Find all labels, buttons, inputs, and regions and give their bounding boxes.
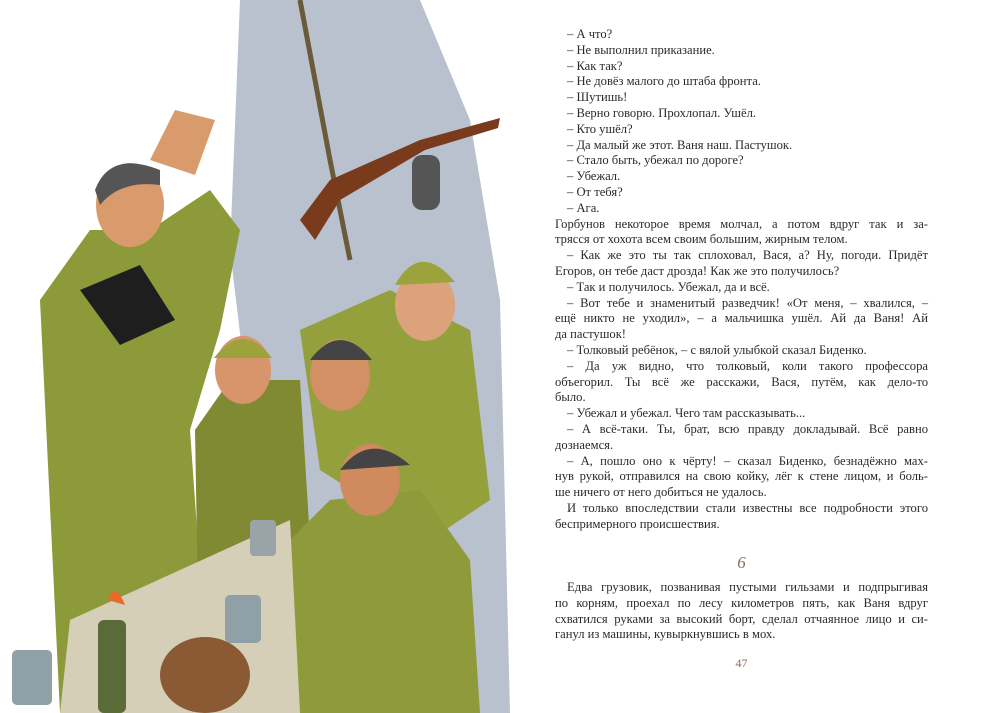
text-line: Горбунов некоторое время молчал, а потом вдруг так и за- (555, 216, 928, 231)
text-line: – Убежал. (567, 169, 621, 184)
text-line: – Ага. (567, 200, 600, 215)
chapter-body-text (555, 580, 928, 643)
text-line: – Да малый же этот. Ваня наш. Пастушок. (567, 137, 793, 152)
text-line: объегорил. Ты всё же расскажи, Вася, путём, как дело-то (555, 374, 928, 389)
page-number: 47 (735, 656, 748, 670)
text-line: было. (555, 390, 586, 405)
text-line: – Верно говорю. Прохлопал. Ушёл. (567, 105, 757, 120)
text-line: схватился руками за высокий борт, сделал отчаянное лицо и си- (555, 611, 928, 626)
text-line: дознаемся. (555, 437, 614, 452)
text-line: – Так и получилось. Убежал, да и всё. (567, 279, 770, 294)
text-line: – Не выполнил приказание. (567, 42, 715, 57)
text-line: – Стало быть, убежал по дороге? (567, 153, 744, 168)
text-line: – А всё-таки. Ты, брат, всю правду докладывай. Всё равно (567, 421, 928, 436)
text-line: Едва грузовик, позванивая пустыми гильзами и подпрыгивая (567, 580, 928, 594)
text-line: – Как так? (567, 58, 623, 73)
text-line: – Толковый ребёнок, – с вялой улыбкой сказал Биденко. (567, 342, 867, 357)
text-line: – А что? (567, 27, 613, 41)
text-line: – Не довёз малого до штаба фронта. (567, 74, 761, 89)
page-body-text (555, 27, 928, 533)
text-line: – Как же это ты так сплоховал, Вася, а? Ну, погоди. Придёт (567, 248, 928, 263)
text-line: – Вот тебе и знаменитый разведчик! «От меня, – хвалился, – (567, 295, 928, 310)
text-line: Егоров, он тебе даст дрозда! Как же это получилось? (555, 263, 840, 278)
text-line: – От тебя? (567, 184, 623, 199)
text-line: – Убежал и убежал. Чего там рассказывать... (567, 406, 806, 421)
text-line: по корням, проехал по лесу километров пять, как Ваня вдруг (555, 595, 928, 610)
text-line: – Шутишь! (567, 90, 628, 105)
text-line: – Да уж видно, что толковый, коли такого профессора (567, 358, 928, 373)
chapter-number: 6 (737, 553, 746, 572)
text-line: – Кто ушёл? (567, 121, 633, 136)
text-line: нув рукой, отправился на свою койку, лёг к стене лицом, и боль- (555, 469, 928, 484)
text-line: ше ничего от него добиться не удалось. (555, 485, 767, 500)
text-line: ещё никто не уходил», – а мальчишка ушёл. Ай да Ваня! Ай (555, 311, 928, 326)
text-line: И только впоследствии стали известны все подробности этого (567, 500, 928, 515)
text-line: да пастушок! (555, 327, 627, 342)
text-line: – А, пошло оно к чёрту! – сказал Биденко, безнадёжно мах- (567, 453, 928, 468)
text-line: ганул из машины, кувыркнувшись в мох. (555, 627, 776, 642)
text-line: трясся от хохота всем своим большим, жирным телом. (555, 232, 848, 247)
text-line: беспримерного происшествия. (555, 516, 720, 531)
